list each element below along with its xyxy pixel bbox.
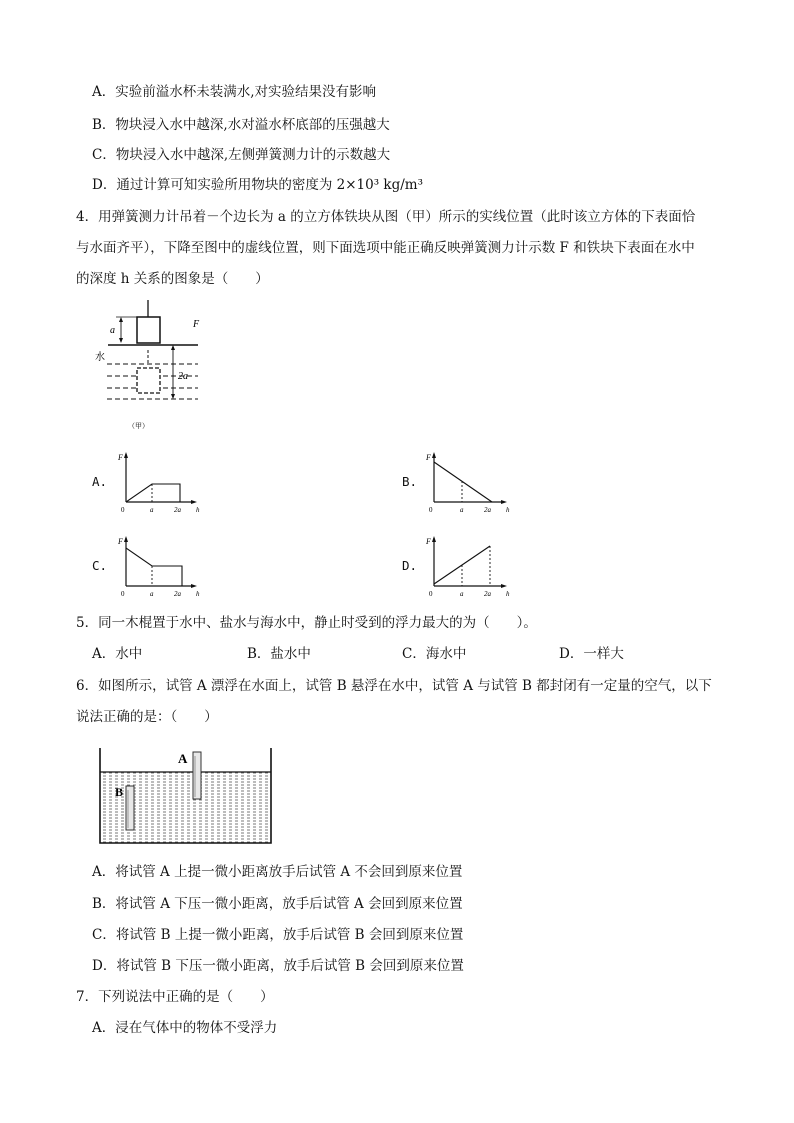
q5-stem: 5．同一木棍置于水中、盐水与海水中，静止时受到的浮力最大的为（ ）。 [76,615,537,631]
graph-b-zero: 0 [429,506,433,514]
q4-label-water: 水 [95,352,105,363]
q4-option-a-label: A. [92,474,108,489]
q4-figure-jia [90,300,220,435]
graph-a-2a-tick: 2a [174,506,181,514]
q7-option-a: A．浸在气体中的物体不受浮力 [92,1020,278,1036]
q3-option-d: D．通过计算可知实验所用物块的密度为 2×10³ kg/m³ [92,177,423,193]
graph-a-zero: 0 [121,506,125,514]
q4-graph-a [114,450,204,516]
q4-stem-line2: 与水面齐平），下降至图中的虚线位置，则下面选项中能正确反映弹簧测力计示数 F 和铁块下表面在水中 [76,240,695,256]
graph-c-curve [126,548,182,586]
graph-c-zero: 0 [121,590,125,598]
q7-stem: 7．下列说法中正确的是（ ） [76,989,274,1005]
graph-c-a-tick: a [150,590,154,598]
graph-c-2a-tick: 2a [174,590,181,598]
q3-option-a: A．实验前溢水杯未装满水,对实验结果没有影响 [92,84,377,100]
q6-option-b: B．将试管 A 下压一微小距离，放手后试管 A 会回到原来位置 [92,896,463,912]
q6-option-a: A．将试管 A 上提一微小距离放手后试管 A 不会回到原来位置 [92,864,463,880]
q6-option-c: C．将试管 B 上提一微小距离，放手后试管 B 会回到原来位置 [92,927,464,943]
q4-option-d-label: D. [402,558,418,573]
graph-a-curve [126,484,180,502]
q4-option-b-label: B. [402,474,418,489]
q4-stem-line3: 的深度 h 关系的图象是（ ） [76,271,269,287]
q3-option-b: B．物块浸入水中越深,水对溢水杯底部的压强越大 [92,117,390,133]
q6-tube-a [193,752,201,799]
q4-cube-dashed [137,368,160,393]
graph-d-h-label: h [506,590,510,598]
graph-b-2a-tick: 2a [484,506,491,514]
graph-a-a-tick: a [150,506,154,514]
q6-label-b: B [115,785,124,799]
graph-b-curve [434,462,492,502]
q4-cube-solid [137,317,160,343]
q6-tube-b [126,786,134,830]
q6-stem-line1: 6．如图所示，试管 A 漂浮在水面上，试管 B 悬浮在水中，试管 A 与试管 B 都封闭有一定量的空气，以下 [76,678,712,694]
graph-b-F-label: F [426,453,431,462]
q5-option-a: A．水中 [92,646,143,662]
q4-label-2a: 2a [178,371,188,382]
q6-option-d: D．将试管 B 下压一微小距离，放手后试管 B 会回到原来位置 [92,958,464,974]
q4-option-c-label: C. [92,558,108,573]
q5-option-b: B．盐水中 [247,646,311,662]
graph-b-h-label: h [506,506,510,514]
graph-c-F-label: F [118,537,123,546]
q4-label-F: F [193,319,200,330]
graph-d-F-label: F [426,537,431,546]
q3-option-c: C．物块浸入水中越深,左侧弹簧测力计的示数越大 [92,147,391,163]
q6-beaker-figure [97,742,275,847]
graph-a-F-label: F [118,453,123,462]
q4-graph-d [424,534,514,600]
q6-label-a: A [178,751,188,766]
q5-option-c: C．海水中 [402,646,467,662]
q4-stem-line1: 4．用弹簧测力计吊着－个边长为 a 的立方体铁块从图（甲）所示的实线位置（此时该立方体的下表面恰 [76,209,696,225]
q4-graph-b [424,450,514,516]
graph-d-2a-tick: 2a [484,590,491,598]
q6-stem-line2: 说法正确的是：（ ） [76,709,218,725]
q4-figure-caption: （甲） [128,422,149,430]
graph-d-zero: 0 [429,590,433,598]
q4-graph-c [114,534,204,600]
graph-b-a-tick: a [460,506,464,514]
graph-a-h-label: h [196,506,200,514]
graph-c-h-label: h [196,590,200,598]
graph-d-a-tick: a [460,590,464,598]
q5-option-d: D．一样大 [559,646,624,662]
q4-label-a: a [110,325,115,336]
